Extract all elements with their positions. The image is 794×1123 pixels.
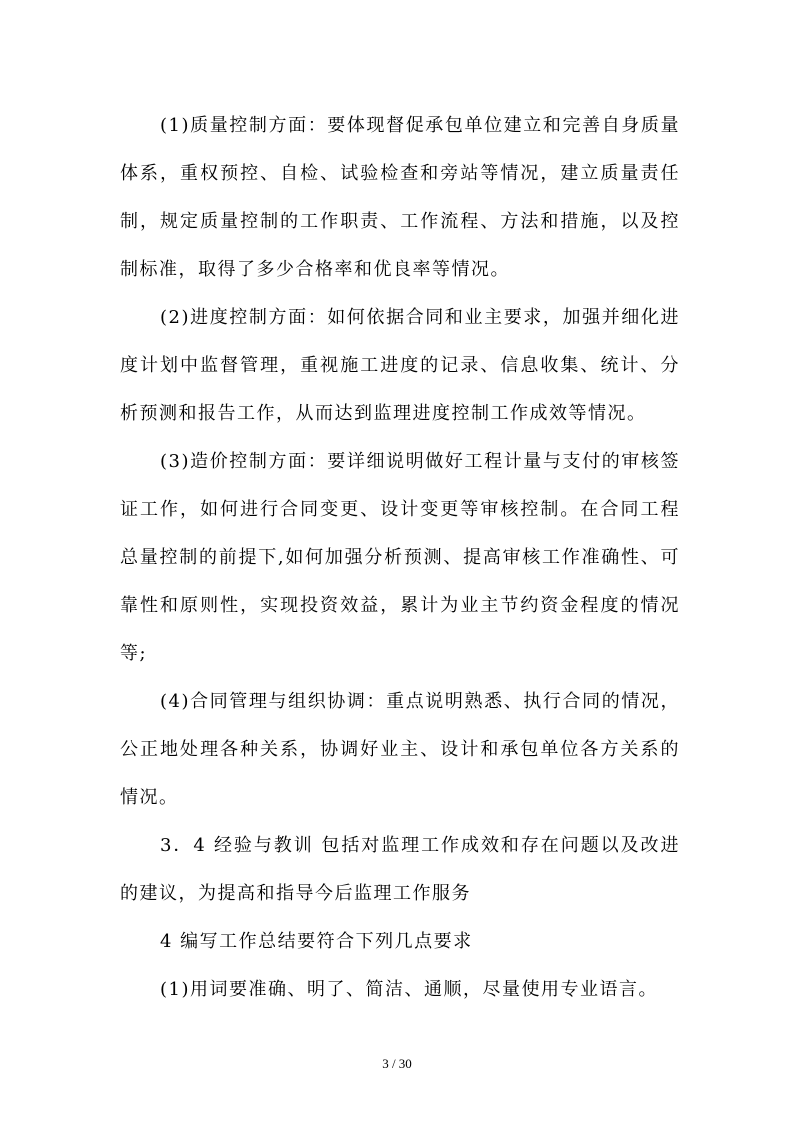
- paragraph-contract-management: (4)合同管理与组织协调：重点说明熟悉、执行合同的情况，公正地处理各种关系，协调好业主、设计和承包单位各方关系的情况。: [120, 691, 680, 808]
- document-body: [120, 102, 680, 1014]
- page-number: 3 / 30: [382, 1056, 412, 1071]
- paragraph-quality-control: (1)质量控制方面：要体现督促承包单位建立和完善自身质量体系，重权预控、自检、试验检查和旁站等情况，建立质量责任制，规定质量控制的工作职责、工作流程、方法和措施，以及控制标准，取得了多少合格率和优良率等情况。: [120, 115, 680, 280]
- paragraph-experience-lessons: 3．4 经验与教训 包括对监理工作成效和存在问题以及改进的建议，为提高和指导今后监理工作服务: [120, 835, 680, 904]
- paragraph-wording-requirement: (1)用词要准确、明了、简洁、通顺，尽量使用专业语言。: [160, 979, 658, 1000]
- paragraph-cost-control: (3)造价控制方面：要详细说明做好工程计量与支付的审核签证工作，如何进行合同变更、设计变更等审核控制。在合同工程总量控制的前提下,如何加强分析预测、提高审核工作准确性、可靠性和原则性，实现投资效益，累计为业主节约资金程度的情况等;: [120, 451, 680, 664]
- paragraph-progress-control: (2)进度控制方面：如何依据合同和业主要求，加强并细化进度计划中监督管理，重视施工进度的记录、信息收集、统计、分析预测和报告工作，从而达到监理进度控制工作成效等情况。: [120, 307, 680, 424]
- section-heading-writing-requirements: 4 编写工作总结要符合下列几点要求: [160, 931, 473, 952]
